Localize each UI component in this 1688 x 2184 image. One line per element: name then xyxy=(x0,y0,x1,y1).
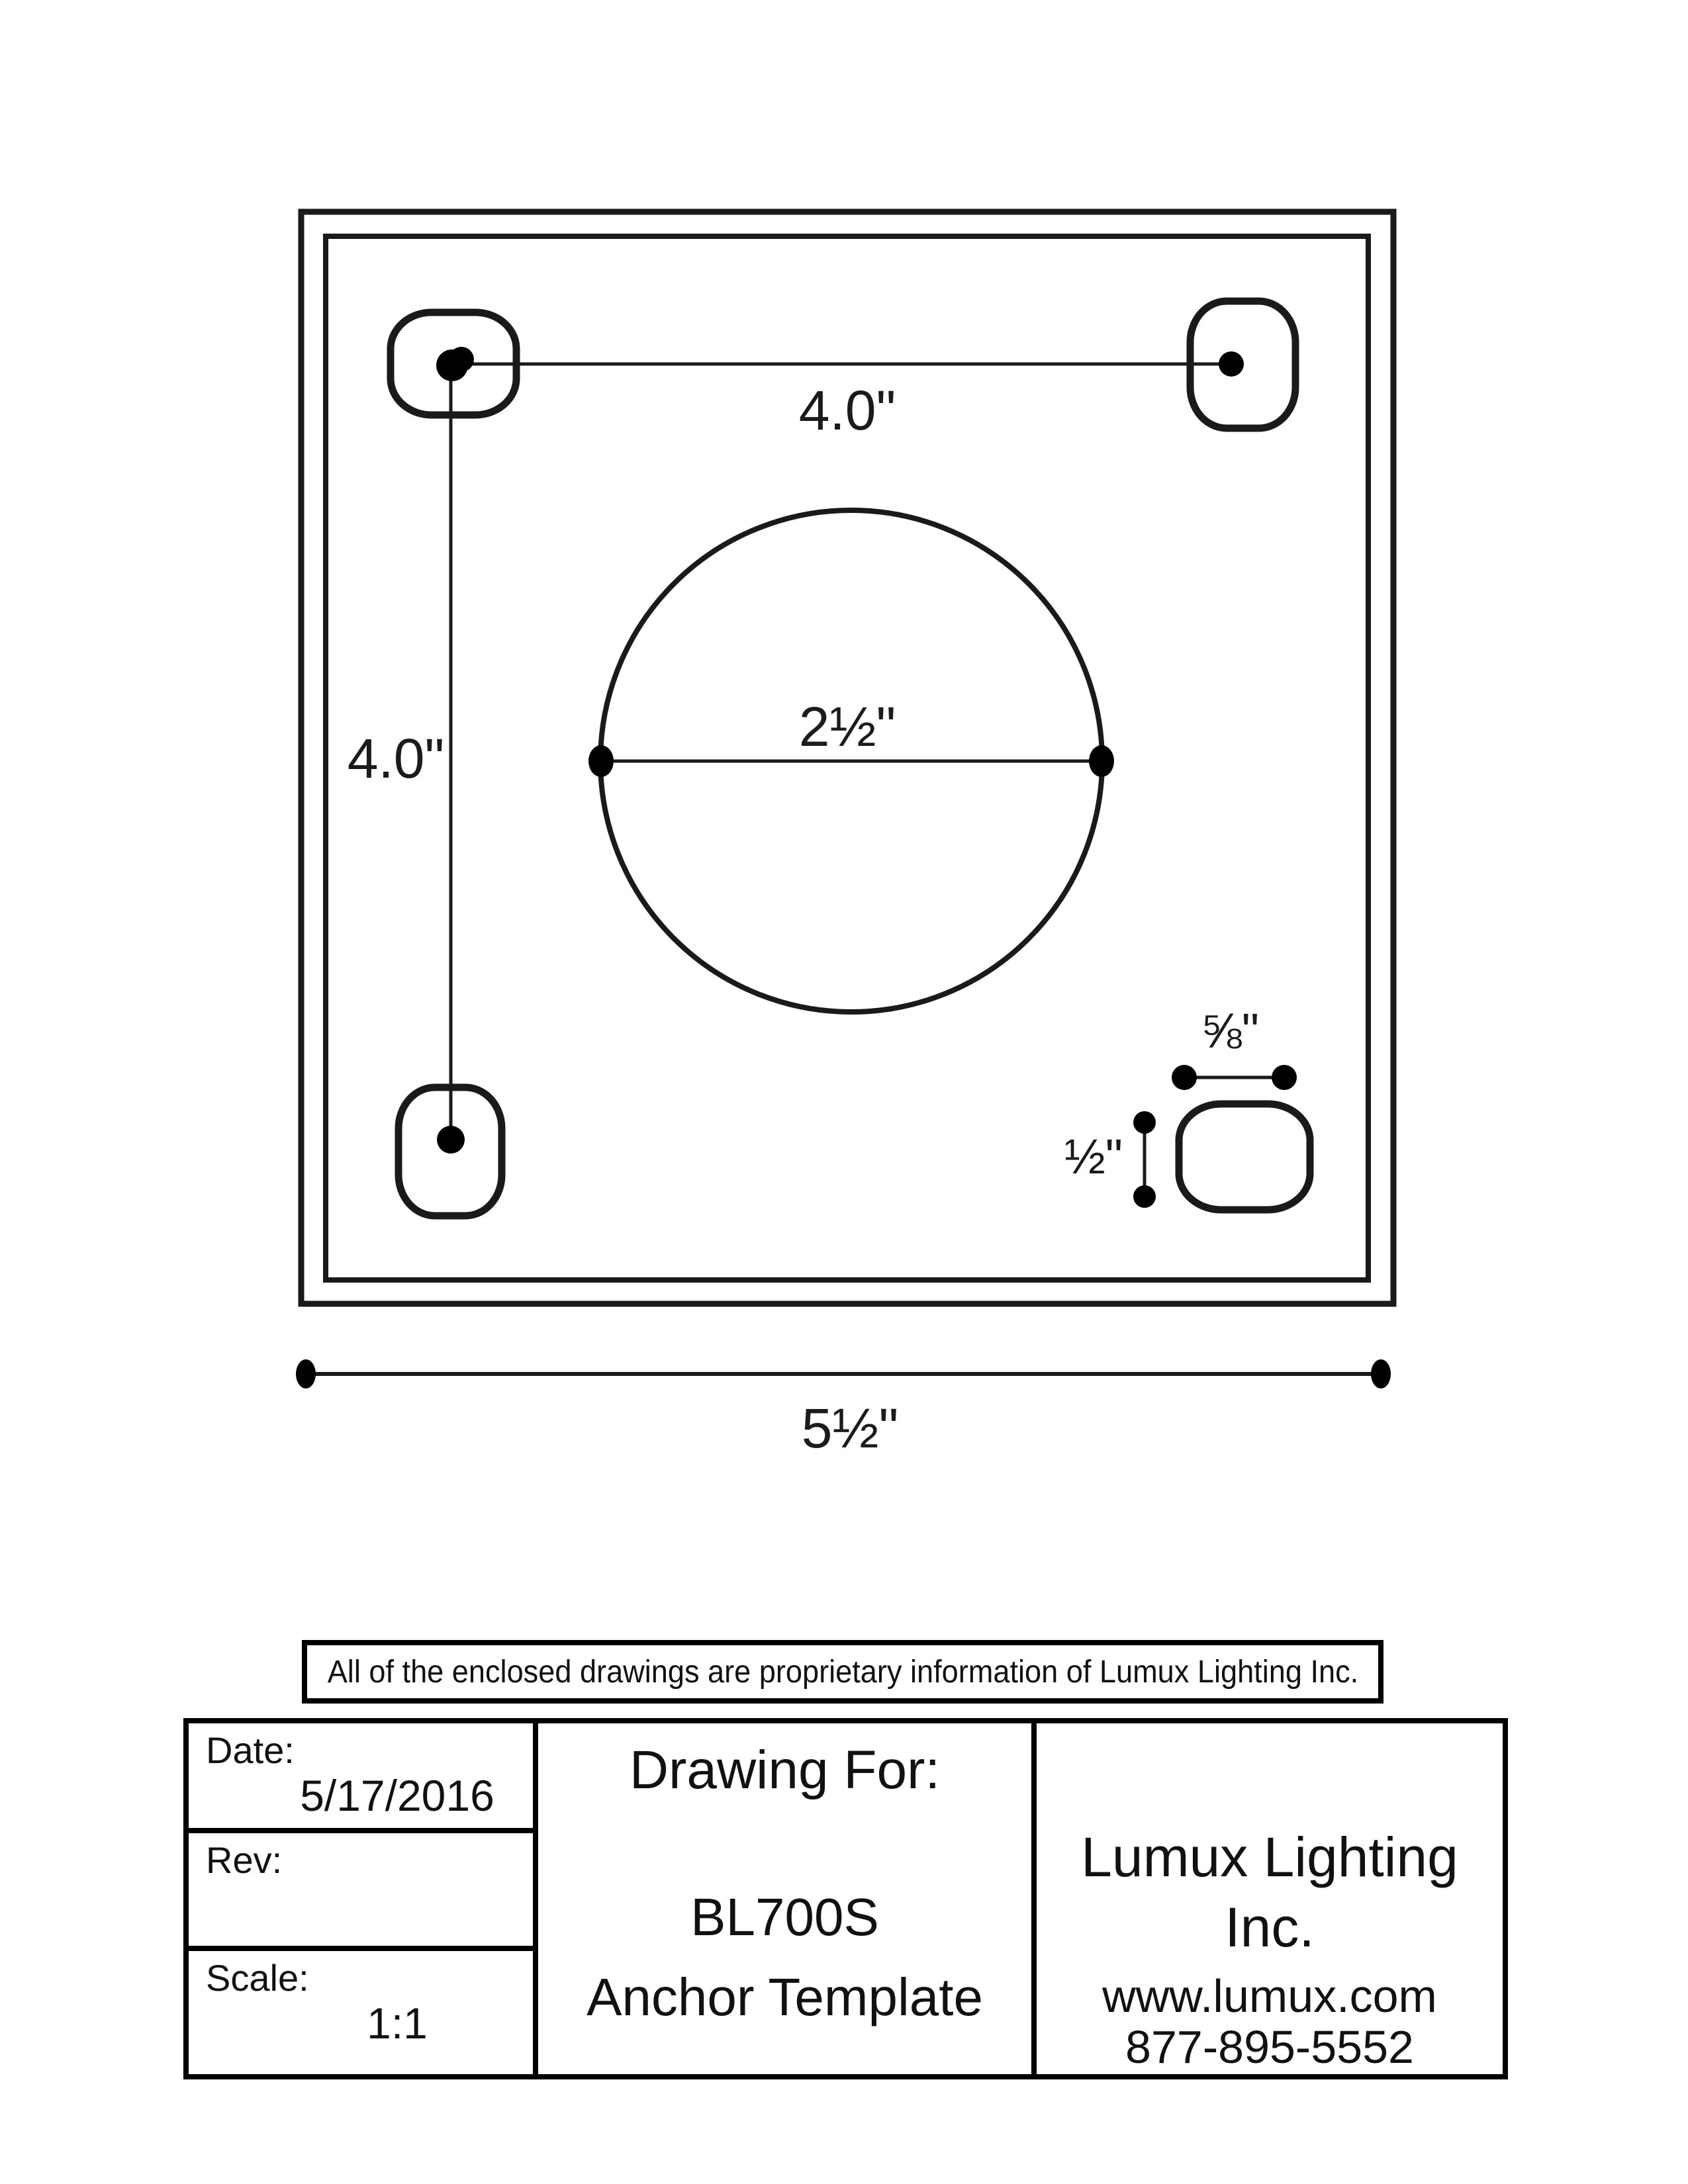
company-name-line1: Lumux Lighting xyxy=(1081,1826,1458,1888)
dim-dot-detail-height-top xyxy=(1133,1111,1156,1134)
dim-label-detail-slot-width: ⅝" xyxy=(1201,1003,1259,1058)
dim-dot-overall-left xyxy=(296,1359,316,1388)
dim-dot-top-left-blob xyxy=(449,347,474,372)
rev-cell xyxy=(189,1833,533,1951)
scale-value: 1:1 xyxy=(367,1999,428,2048)
dim-dot-detail-width-left xyxy=(1172,1065,1197,1090)
drawing-for-label: Drawing For: xyxy=(629,1740,941,1800)
title-block-meta-column xyxy=(189,1723,538,2074)
dim-label-detail-slot-height: ½" xyxy=(1064,1129,1123,1184)
dim-dot-circle-left xyxy=(588,745,614,777)
dim-dot-bottom-left xyxy=(437,1126,465,1154)
title-block-company-column xyxy=(1037,1723,1503,2074)
drawing-number: BL700S xyxy=(690,1888,879,1946)
scale-label: Scale: xyxy=(206,1957,309,1999)
title-block-drawing-column xyxy=(538,1723,1037,2074)
dim-dot-detail-height-bottom xyxy=(1133,1185,1156,1208)
dim-label-top-horizontal: 4.0" xyxy=(798,379,896,441)
rev-label: Rev: xyxy=(206,1839,283,1881)
company-name-line2: Inc. xyxy=(1225,1896,1315,1958)
scale-cell xyxy=(189,1951,533,2074)
date-value: 5/17/2016 xyxy=(300,1771,494,1820)
company-website: www.lumux.com xyxy=(1102,1970,1437,2022)
dim-label-left-vertical: 4.0" xyxy=(347,727,445,790)
anchor-slot-bottom-right-detail xyxy=(1179,1104,1310,1210)
dim-label-circle-diameter: 2½" xyxy=(798,696,896,758)
drawing-title: Anchor Template xyxy=(586,1968,983,2026)
dim-dot-detail-width-right xyxy=(1272,1065,1297,1090)
dim-dot-overall-right xyxy=(1371,1359,1391,1388)
date-label: Date: xyxy=(206,1729,295,1771)
title-block xyxy=(183,1718,1508,2079)
date-cell xyxy=(189,1723,533,1833)
proprietary-notice-text: All of the enclosed drawings are proprietary information of Lumux Lighting Inc. xyxy=(327,1654,1358,1690)
proprietary-notice-box xyxy=(302,1640,1383,1704)
dim-dot-circle-right xyxy=(1089,745,1114,777)
dim-dot-top-right xyxy=(1219,351,1244,377)
dim-label-overall-width: 5½" xyxy=(801,1397,899,1459)
company-phone: 877-895-5552 xyxy=(1125,2021,1414,2073)
